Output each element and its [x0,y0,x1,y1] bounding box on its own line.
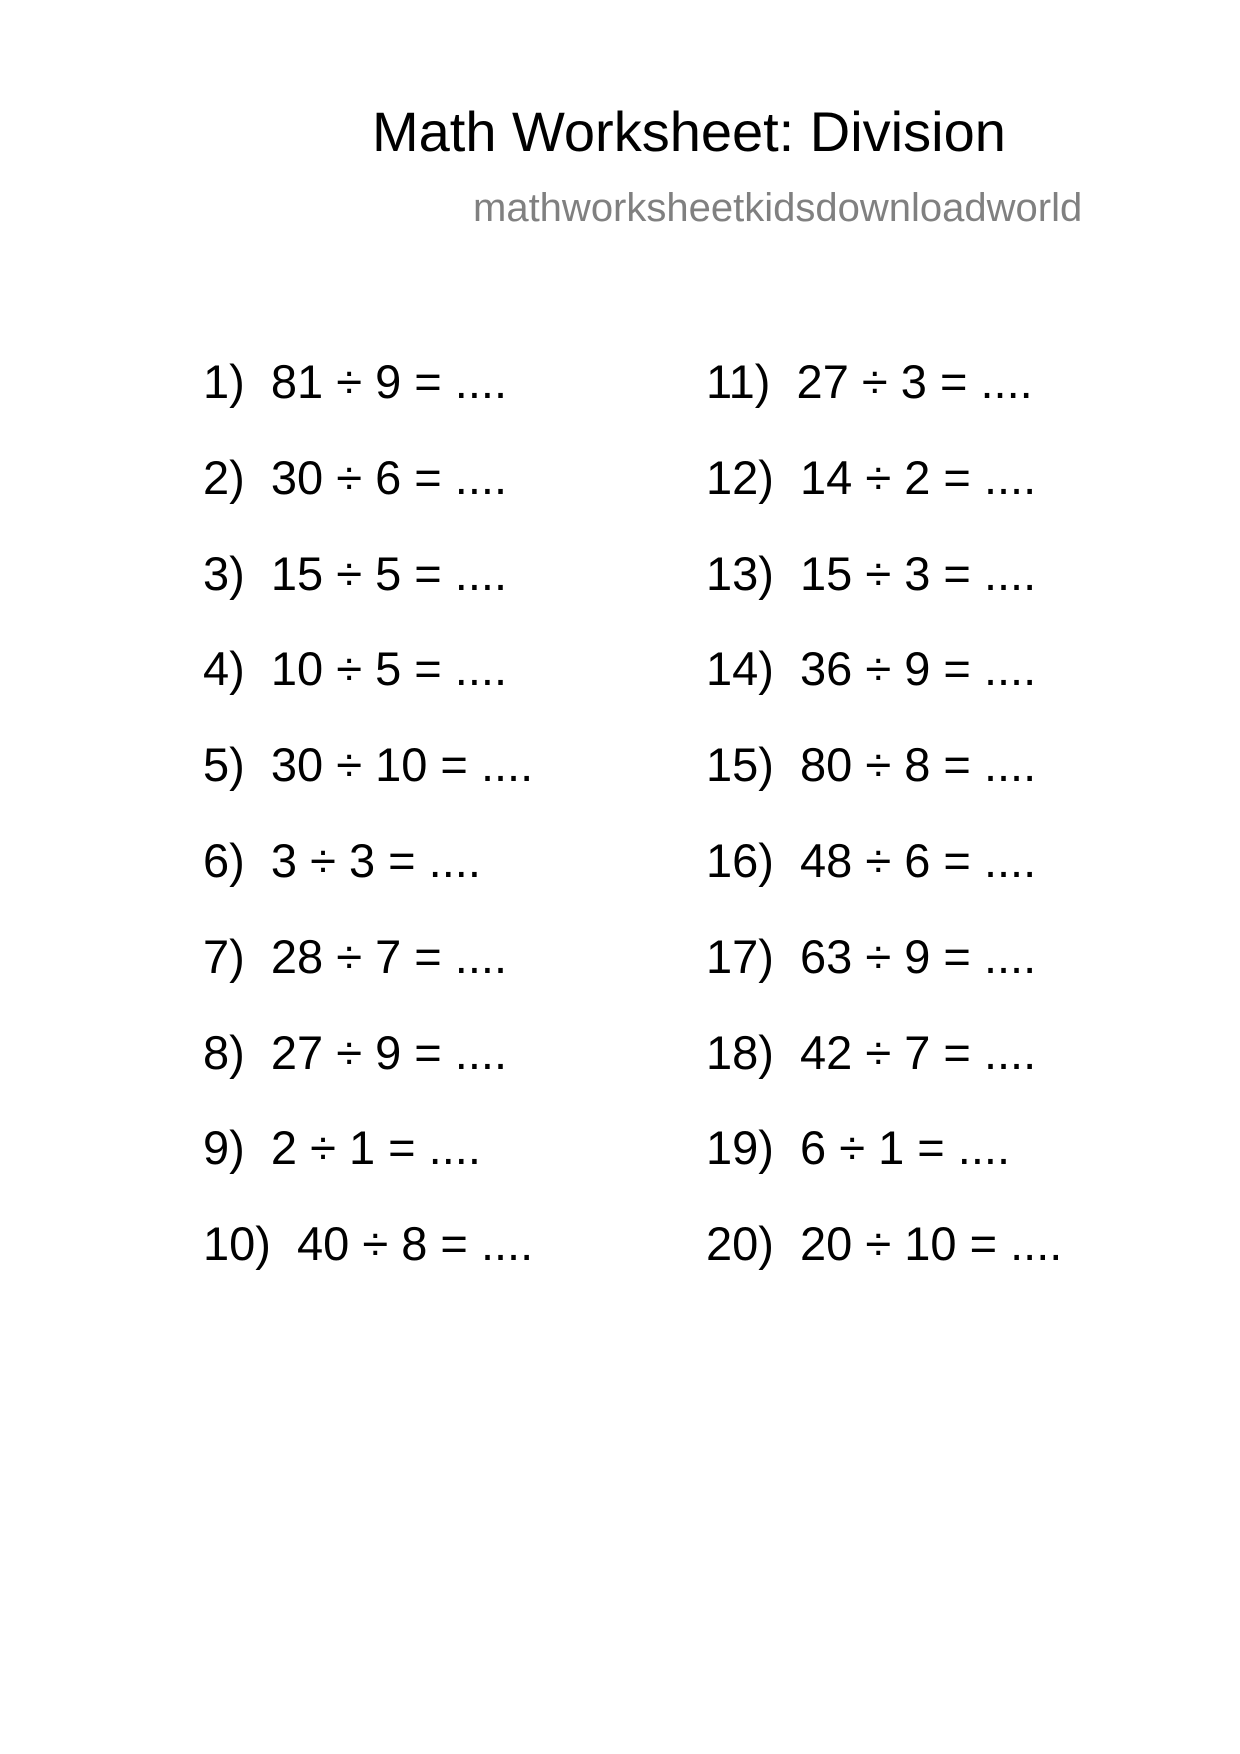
site-watermark: mathworksheetkidsdownloadworld [473,186,1083,230]
problem: 3) 15 ÷ 5 = .... [203,546,508,600]
problem: 12) 14 ÷ 2 = .... [706,450,1037,504]
problem: 5) 30 ÷ 10 = .... [203,738,534,792]
page-title: Math Worksheet: Division [372,100,1006,163]
problems-column-left [203,355,534,1316]
problem: 15) 80 ÷ 8 = .... [706,738,1037,792]
problem: 10) 40 ÷ 8 = .... [203,1217,534,1271]
problem: 16) 48 ÷ 6 = .... [706,833,1037,887]
problem: 1) 81 ÷ 9 = .... [203,355,508,408]
problem: 14) 36 ÷ 9 = .... [706,642,1037,696]
problem: 17) 63 ÷ 9 = .... [706,929,1037,983]
problem: 20) 20 ÷ 10 = .... [706,1217,1063,1271]
problem: 4) 10 ÷ 5 = .... [203,642,508,696]
problem: 6) 3 ÷ 3 = .... [203,833,481,887]
problem: 9) 2 ÷ 1 = .... [203,1121,481,1175]
problem: 2) 30 ÷ 6 = .... [203,450,508,504]
problem: 8) 27 ÷ 9 = .... [203,1025,508,1079]
problem: 18) 42 ÷ 7 = .... [706,1025,1037,1079]
problem: 13) 15 ÷ 3 = .... [706,546,1037,600]
problem: 7) 28 ÷ 7 = .... [203,929,508,983]
problems-column-right [706,355,1063,1316]
problem: 19) 6 ÷ 1 = .... [706,1121,1011,1175]
problem: 11) 27 ÷ 3 = .... [706,355,1033,408]
